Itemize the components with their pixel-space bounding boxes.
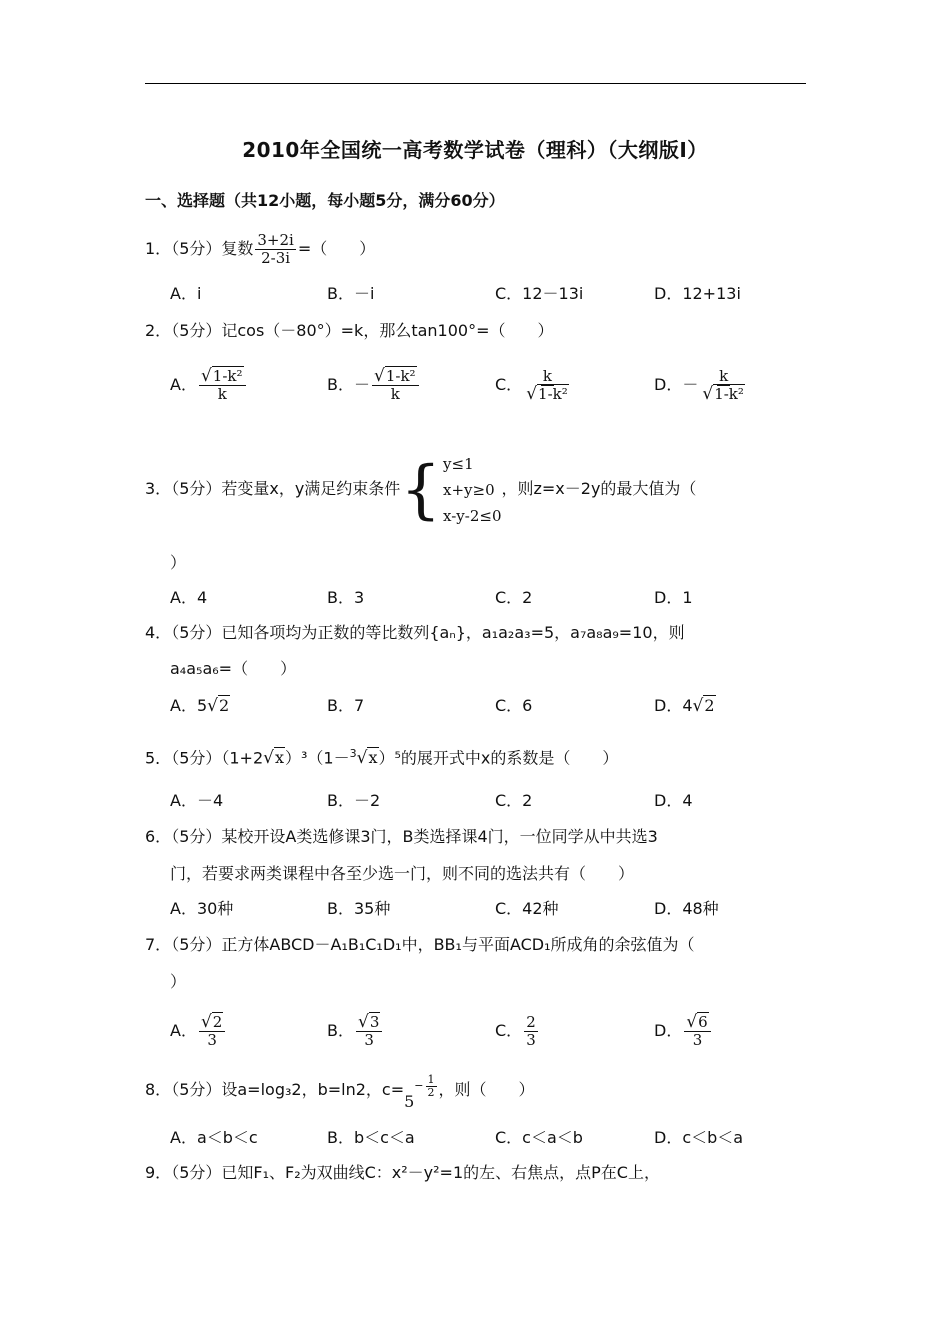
question-text: （5分）若变量x，y满足约束条件 (171, 479, 401, 498)
question-1 (145, 232, 807, 267)
question-continuation: ） (170, 972, 187, 991)
option-d: D．4√2 (654, 693, 716, 719)
question-text: （5分）复数 (171, 239, 254, 258)
sqrt: √1-k² (374, 366, 416, 386)
question-tail: =（ ） (297, 239, 376, 258)
question-text: （5分）已知各项均为正数的等比数列{aₙ}，a₁a₂a₃=5，a₇a₈a₉=10，则 (171, 623, 685, 642)
question-text: （5分）已知F₁、F₂为双曲线C：x²－y²=1的左、右焦点，点P在C上， (171, 1163, 660, 1182)
option-c (495, 368, 573, 403)
option-label: C． (495, 1021, 523, 1040)
option-b: B．35种 (327, 899, 391, 918)
question-6 (145, 824, 807, 850)
question-number: 5． (145, 748, 172, 768)
sqrt: √2 (207, 696, 230, 716)
sqrt: √x (263, 748, 285, 769)
question-number: 1． (145, 239, 172, 258)
option-label: C． (495, 375, 523, 394)
question-2 (145, 318, 807, 344)
root-index: 3 (349, 747, 357, 760)
page-title: 2010年全国统一高考数学试卷（理科）（大纲版Ⅰ） (242, 138, 708, 162)
fraction (255, 232, 295, 267)
fraction: $\frac{\text{√1-k²}}{k}$ (372, 368, 419, 403)
question-number: 8． (145, 1080, 172, 1099)
option-b: B．3 (327, 588, 365, 607)
option-b: B．－2 (327, 791, 381, 810)
option-label: D． (654, 375, 683, 394)
question-text: （5分）记cos（－80°）=k，那么tan100°=（ ） (171, 321, 554, 340)
option-b: B．－i (327, 284, 375, 303)
numerator: 3+2i (257, 231, 294, 249)
denominator: 2-3i (261, 249, 291, 267)
question-text: （5分）正方体ABCD－A₁B₁C₁D₁中，BB₁与平面ACD₁所成角的余弦值为（ (171, 935, 695, 954)
option-c: C．c＜a＜b (495, 1128, 583, 1147)
option-c: C．2 (495, 791, 533, 810)
fraction: $\frac{k}{\text{√1-k²}}$ (702, 367, 744, 404)
option-label: D． (654, 696, 683, 715)
option-b: B．－ $\frac{\text{√1-k²}}{k}$ (327, 368, 421, 403)
fraction: $\frac{2}{3}$ (526, 1013, 536, 1049)
option-d (654, 1014, 713, 1049)
option-label: A． (170, 696, 197, 715)
option-b (327, 1014, 384, 1049)
question-number: 9． (145, 1163, 172, 1182)
brace-icon: { (400, 452, 442, 527)
section-heading: 一、选择题（共12小题，每小题5分，满分60分） (145, 191, 505, 210)
sqrt: √1-k² (526, 384, 568, 404)
question-number: 2． (145, 321, 172, 340)
option-a (170, 368, 248, 403)
option-a: A．4 (170, 588, 208, 607)
power-base: 5 (404, 1092, 415, 1111)
option-a: A．a＜b＜c (170, 1128, 258, 1147)
question-7 (145, 932, 807, 958)
option-label: A． (170, 375, 197, 394)
fraction: $\frac{√6}{3}$ (684, 1014, 710, 1049)
option-d: D．－ $\frac{k}{\text{√1-k²}}$ (654, 368, 749, 403)
question-continuation: 门，若要求两类课程中各至少选一门，则不同的选法共有（ ） (170, 864, 635, 883)
question-continuation: ） (170, 553, 187, 572)
option-a: A．5√2 (170, 693, 230, 719)
sqrt: √2 (692, 696, 715, 716)
sqrt: √1-k² (702, 384, 744, 404)
question-number: 3． (145, 479, 172, 498)
option-label: A． (170, 1021, 197, 1040)
option-c: C．2 (495, 588, 533, 607)
option-b: B．7 (327, 696, 365, 715)
fraction: $\frac{\text{√1-k²}}{k}$ (199, 368, 246, 403)
exponent: − $\frac{1}{2}$ (414, 1072, 435, 1099)
question-3 (145, 450, 807, 529)
fraction: $\frac{√2}{3}$ (199, 1014, 225, 1049)
option-a: A．i (170, 284, 202, 303)
option-c: C．12－13i (495, 284, 584, 303)
option-d: D．c＜b＜a (654, 1128, 744, 1147)
question-continuation: a₄a₅a₆=（ ） (170, 659, 297, 678)
option-a (170, 1014, 227, 1049)
option-d: D．1 (654, 588, 693, 607)
question-text: （5分）某校开设A类选修课3门，B类选择课4门，一位同学从中共选3 (171, 827, 658, 846)
fraction: $\frac{√3}{3}$ (356, 1014, 382, 1049)
option-a: A．30种 (170, 899, 234, 918)
option-b: B．b＜c＜a (327, 1128, 415, 1147)
option-c (495, 1014, 540, 1049)
question-number: 4． (145, 623, 172, 642)
option-d: D．48种 (654, 899, 719, 918)
option-a: A．－4 (170, 791, 224, 810)
option-d: D．4 (654, 791, 693, 810)
option-c: C．42种 (495, 899, 559, 918)
option-label: B． (327, 375, 354, 394)
constraint-system: { y≤1 x+y≥0 x-y-2≤0 (400, 452, 502, 527)
question-number: 6． (145, 827, 172, 846)
question-tail: ，则z=x－2y的最大值为（ (501, 479, 697, 498)
option-label: D． (654, 1021, 683, 1040)
sqrt: √1-k² (200, 366, 243, 386)
question-4 (145, 620, 807, 646)
question-tail: ，则（ ） (438, 1080, 535, 1099)
question-5: 5．（5分）（1+2√x）³（1－$^3$√x）⁵的展开式中x的系数是（ ） (145, 741, 807, 771)
sqrt: √3 (357, 1012, 380, 1032)
sqrt: √6 (686, 1012, 708, 1032)
option-d: D．12+13i (654, 284, 741, 303)
cube-root: √x (356, 748, 378, 769)
question-number: 7． (145, 935, 172, 954)
question-9 (145, 1160, 807, 1186)
sqrt: √2 (200, 1012, 223, 1032)
question-text: （5分）设a=log₃2，b=ln2，c= (171, 1080, 405, 1099)
option-label: B． (327, 1021, 354, 1040)
question-8 (145, 1072, 807, 1111)
header-rule (145, 83, 806, 84)
fraction: $\frac{k}{\text{√1-k²}}$ (526, 367, 568, 404)
option-c: C．6 (495, 696, 533, 715)
